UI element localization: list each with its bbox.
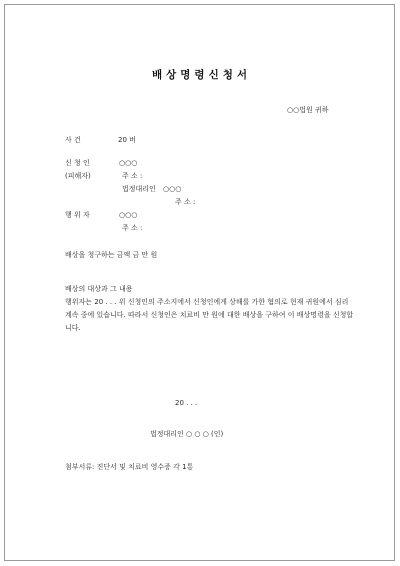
claim-amount-line: 배상을 청구하는 금액 금 만 원: [65, 251, 158, 259]
attachment-line: 첨부서류: 진단서 및 치료비 영수증 각 1통: [65, 463, 194, 471]
date-line: 20 . . .: [175, 399, 198, 407]
document-title: 배상명령신청서: [152, 69, 252, 81]
document-page: [4, 4, 395, 561]
court-addressee: ○○법원 귀하: [287, 106, 329, 114]
applicant-name: ○○○: [119, 159, 138, 167]
offender-label: 행 위 자: [65, 211, 90, 219]
body-paragraph: 행위자는 20 . . . 위 신청인의 주소지에서 신청인에게 상해를 가한 혐의로 현재 귀원에서 심리 계속 중에 있습니다. 따라서 신청인은 치료비 만 원에 대한 배상을 구하여 이 배상명령을 신청합니다.: [65, 298, 354, 332]
applicant-address-label: 주 소 :: [122, 172, 143, 180]
case-label: 사 건: [65, 136, 81, 144]
legal-rep-name: ○○○: [163, 185, 182, 193]
victim-label: (피해자): [65, 172, 91, 180]
subject-heading: 배상의 대상과 그 내용: [65, 285, 133, 293]
legal-rep-label: 법정대리인: [122, 185, 156, 193]
case-number: 20 버: [118, 136, 136, 144]
offender-name: ○○○: [119, 211, 138, 219]
legal-rep-address-label: 주 소 :: [175, 198, 196, 206]
applicant-label: 신 청 인: [65, 159, 90, 167]
offender-address-label: 주 소 :: [122, 224, 143, 232]
signature-line: 법정대리인 ○ ○ ○ (인): [150, 430, 224, 438]
